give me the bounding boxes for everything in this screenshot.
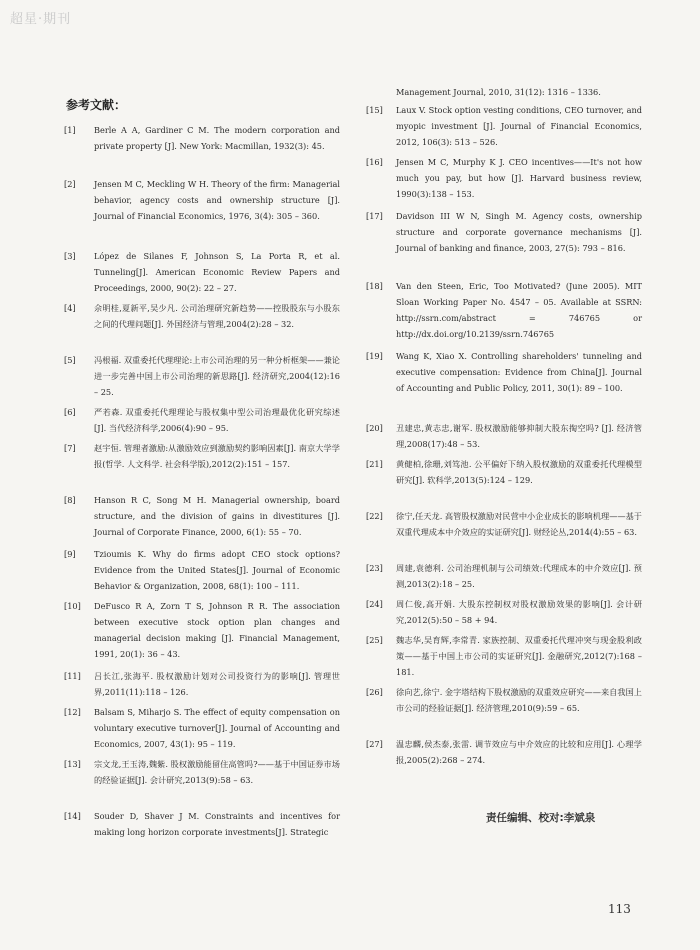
reference-number: [27]: [366, 739, 383, 749]
reference-text: 温忠麟,侯杰泰,张雷. 调节效应与中介效应的比较和应用[J]. 心理学报,2005(2):268 – 274.: [396, 739, 642, 765]
reference-text: 丑建忠,黄志忠,谢军. 股权激励能够抑制大股东掏空吗? [J]. 经济管理,2008(17):48 – 53.: [396, 423, 642, 449]
reference-number: [22]: [366, 511, 383, 521]
reference-number: [7]: [64, 443, 76, 453]
reference-item: [366, 102, 642, 150]
reference-item: [64, 546, 340, 594]
reference-number: [20]: [366, 423, 383, 433]
reference-text: Laux V. Stock option vesting conditions, CEO turnover, and myopic investment [J]. Journal of Financial Economics, 2012, 106(3): 513 – 526.: [396, 105, 642, 147]
reference-text: 徐宁,任天龙. 高管股权激励对民营中小企业成长的影响机理——基于双重代理成本中介效应的实证研究[J]. 财经论丛,2014(4):55 – 63.: [396, 511, 642, 537]
reference-text: Berle A A, Gardiner C M. The modern corporation and private property [J]. New York: Macmillan, 1932(3): 45.: [94, 125, 340, 151]
reference-number: [14]: [64, 811, 81, 821]
reference-item: [366, 154, 642, 202]
reference-item: [366, 736, 642, 768]
reference-text: Jensen M C, Murphy K J. CEO incentives——It's not how much you pay, but how [J]. Harvard business review, 1990(3):138 – 153.: [396, 157, 642, 199]
reference-text: 宗文龙,王玉涛,魏紫. 股权激励能留住高管吗?——基于中国证券市场的经验证据[J]. 会计研究,2013(9):58 – 63.: [94, 759, 340, 785]
page-number: 113: [608, 902, 631, 916]
reference-item: [366, 560, 642, 592]
reference-text: Tzioumis K. Why do firms adopt CEO stock options? Evidence from the United States[J]. Journal of Economic Behavior & Organization, 2008, 68(1): 100 – 111.: [94, 549, 340, 591]
reference-number: [10]: [64, 601, 81, 611]
reference-number: [19]: [366, 351, 383, 361]
reference-number: [16]: [366, 157, 383, 167]
reference-item: [366, 508, 642, 540]
reference-item: [366, 278, 642, 342]
reference-number: [5]: [64, 355, 76, 365]
reference-text: Van den Steen, Eric, Too Motivated? (June 2005). MIT Sloan Working Paper No. 4547 – 05. Available at SSRN: http://ssrn.com/abstract = 746765 or http://dx.doi.org/10.2139/ssrn.746765: [396, 281, 642, 339]
reference-text: Wang K, Xiao X. Controlling shareholders' tunneling and executive compensation: Evidence from China[J]. Journal of Accounting and Public Policy, 2011, 30(1): 89 – 100.: [396, 351, 642, 393]
reference-text: 吕长江,张海平. 股权激励计划对公司投资行为的影响[J]. 管理世界,2011(11):118 – 126.: [94, 671, 340, 697]
reference-item: [366, 208, 642, 256]
reference-item: [64, 300, 340, 332]
reference-number: [8]: [64, 495, 76, 505]
reference-text: 魏志华,吴育辉,李常青. 家族控制、双重委托代理冲突与现金股利政策——基于中国上市公司的实证研究[J]. 金融研究,2012(7):168 – 181.: [396, 635, 642, 677]
reference-text: DeFusco R A, Zorn T S, Johnson R R. The association between executive stock option plan changes and managerial decision making [J]. Financial Management, 1991, 20(1): 36 – 43.: [94, 601, 340, 659]
reference-item: [64, 492, 340, 540]
reference-number: [2]: [64, 179, 76, 189]
reference-text: 周建,袁德利. 公司治理机制与公司绩效:代理成本的中介效应[J]. 预测,2013(2):18 – 25.: [396, 563, 642, 589]
reference-number: [25]: [366, 635, 383, 645]
reference-text: Souder D, Shaver J M. Constraints and incentives for making long horizon corporate investments[J]. Strategic: [94, 811, 340, 837]
reference-item: [64, 704, 340, 752]
reference-text: 佘明桂,夏新平,吴少凡. 公司治理研究新趋势——控股股东与小股东之间的代理问题[J]. 外国经济与管理,2004(2):28 – 32.: [94, 303, 340, 329]
reference-item: [64, 176, 340, 224]
reference-text: Hanson R C, Song M H. Managerial ownership, board structure, and the division of gains in divestitures [J]. Journal of Corporate Finance, 2000, 6(1): 55 – 70.: [94, 495, 340, 537]
reference-item: [64, 404, 340, 436]
reference-number: [15]: [366, 105, 383, 115]
reference-number: [6]: [64, 407, 76, 417]
reference-item: [64, 756, 340, 788]
editor-credit: 责任编辑、校对:李斌泉: [486, 812, 596, 824]
reference-number: [18]: [366, 281, 383, 291]
reference-item: [64, 808, 340, 840]
reference-item: [64, 668, 340, 700]
reference-text: 黄健柏,徐珊,刘笃池. 公平偏好下纳入股权激励的双重委托代理模型研究[J]. 软科学,2013(5):124 – 129.: [396, 459, 642, 485]
reference-text: Balsam S, Miharjo S. The effect of equity compensation on voluntary executive turnover[J]. Journal of Accounting and Economics, 2007, 43(1): 95 – 119.: [94, 707, 340, 749]
reference-item: [366, 456, 642, 488]
reference-number: [1]: [64, 125, 76, 135]
reference-text: 徐向艺,徐宁. 金字塔结构下股权激励的双重效应研究——来自我国上市公司的经验证据[J]. 经济管理,2010(9):59 – 65.: [396, 687, 642, 713]
reference-continuation: [366, 84, 642, 100]
reference-item: [64, 122, 340, 154]
reference-text: Management Journal, 2010, 31(12): 1316 – 1336.: [396, 87, 601, 97]
reference-text: Davidson III W N, Singh M. Agency costs, ownership structure and corporate governance mechanisms [J]. Journal of banking and finance, 2003, 27(5): 793 – 816.: [396, 211, 642, 253]
reference-item: [366, 596, 642, 628]
references-heading: 参考文献：: [66, 98, 127, 112]
reference-text: 严若森. 双重委托代理理论与股权集中型公司治理最优化研究综述[J]. 当代经济科学,2006(4):90 – 95.: [94, 407, 340, 433]
reference-number: [23]: [366, 563, 383, 573]
reference-number: [24]: [366, 599, 383, 609]
reference-number: [13]: [64, 759, 81, 769]
reference-item: [64, 352, 340, 400]
reference-text: 冯根福. 双重委托代理理论:上市公司治理的另一种分析框架——兼论进一步完善中国上市公司治理的新思路[J]. 经济研究,2004(12):16 – 25.: [94, 355, 340, 397]
reference-number: [3]: [64, 251, 76, 261]
journal-watermark: 超星·期刊: [10, 12, 72, 27]
reference-text: 周仁俊,高开娟. 大股东控制权对股权激励效果的影响[J]. 会计研究,2012(5):50 – 58 + 94.: [396, 599, 642, 625]
reference-item: [64, 598, 340, 662]
reference-item: [366, 348, 642, 396]
reference-item: [366, 632, 642, 680]
reference-text: Jensen M C, Meckling W H. Theory of the firm: Managerial behavior, agency costs and ownership structure [J]. Journal of Financial Economics, 1976, 3(4): 305 – 360.: [94, 179, 340, 221]
reference-item: [64, 440, 340, 472]
reference-number: [12]: [64, 707, 81, 717]
reference-text: López de Silanes F, Johnson S, La Porta R, et al. Tunneling[J]. American Economic Review Papers and Proceedings, 2000, 90(2): 22 – 27.: [94, 251, 340, 293]
reference-item: [366, 684, 642, 716]
reference-number: [21]: [366, 459, 383, 469]
reference-item: [366, 420, 642, 452]
reference-number: [26]: [366, 687, 383, 697]
reference-item: [64, 248, 340, 296]
reference-number: [17]: [366, 211, 383, 221]
reference-number: [9]: [64, 549, 76, 559]
reference-text: 赵宇恒. 管理者激励:从激励效应到激励契约影响因素[J]. 南京大学学报(哲学. 人文科学. 社会科学版),2012(2):151 – 157.: [94, 443, 340, 469]
reference-number: [11]: [64, 671, 81, 681]
reference-number: [4]: [64, 303, 76, 313]
